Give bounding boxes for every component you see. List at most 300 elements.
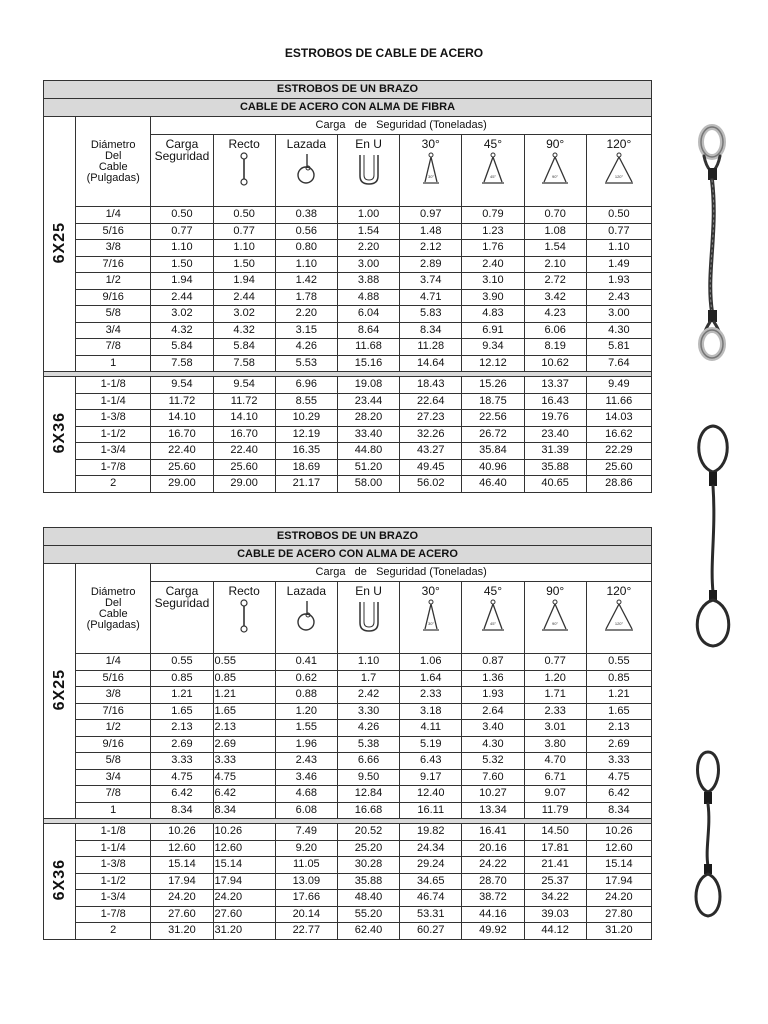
value-cell: 29.00 xyxy=(213,476,275,493)
diameter-cell: 1-1/4 xyxy=(76,840,151,857)
col-carga-line: Seguridad xyxy=(154,596,210,610)
value-cell: 15.26 xyxy=(462,377,524,394)
col-a90-label: 90° xyxy=(546,584,565,598)
table-row xyxy=(44,786,652,803)
load-title: Carga de Seguridad (Toneladas) xyxy=(151,564,652,582)
value-cell: 24.20 xyxy=(213,890,275,907)
value-cell: 9.49 xyxy=(586,377,651,394)
col-a90-label: 90° xyxy=(546,137,565,151)
value-cell: 10.62 xyxy=(524,355,586,372)
value-cell: 1.20 xyxy=(275,703,337,720)
value-cell: 2.69 xyxy=(151,736,213,753)
value-cell: 0.77 xyxy=(524,654,586,671)
value-cell: 46.40 xyxy=(462,476,524,493)
value-cell: 7.60 xyxy=(462,769,524,786)
value-cell: 0.50 xyxy=(151,207,213,224)
diameter-cell: 1-1/8 xyxy=(76,377,151,394)
table-header-1: ESTROBOS DE UN BRAZO xyxy=(44,81,652,99)
table-row xyxy=(44,753,652,770)
diameter-cell: 5/16 xyxy=(76,670,151,687)
diameter-header xyxy=(76,117,151,207)
value-cell: 19.08 xyxy=(337,377,399,394)
value-cell: 8.34 xyxy=(213,802,275,819)
diameter-cell: 1-7/8 xyxy=(76,459,151,476)
soft-eye-sling-photo xyxy=(690,422,736,650)
value-cell: 1.54 xyxy=(337,223,399,240)
diameter-cell: 7/8 xyxy=(76,786,151,803)
col-recto-label: Recto xyxy=(228,137,260,151)
table-row xyxy=(44,410,652,427)
table-header-row xyxy=(44,99,652,117)
table-row xyxy=(44,802,652,819)
table-row xyxy=(44,393,652,410)
value-cell: 22.29 xyxy=(586,443,651,460)
table-row xyxy=(44,687,652,704)
col-lazada xyxy=(275,582,337,654)
value-cell: 2.69 xyxy=(586,736,651,753)
diameter-cell: 1-1/8 xyxy=(76,824,151,841)
value-cell: 9.17 xyxy=(400,769,462,786)
value-cell: 1.55 xyxy=(275,720,337,737)
value-cell: 0.38 xyxy=(275,207,337,224)
value-cell: 24.34 xyxy=(400,840,462,857)
value-cell: 4.26 xyxy=(337,720,399,737)
thimble-eye-sling-photo xyxy=(688,122,738,362)
value-cell: 13.09 xyxy=(275,873,337,890)
col-carga-line: Carga xyxy=(165,584,199,598)
table-row xyxy=(44,256,652,273)
diameter-cell: 7/16 xyxy=(76,703,151,720)
diameter-cell: 5/8 xyxy=(76,306,151,323)
basket-sling-icon xyxy=(338,152,399,186)
value-cell: 14.10 xyxy=(213,410,275,427)
value-cell: 8.55 xyxy=(275,393,337,410)
col-a30 xyxy=(400,582,462,654)
value-cell: 49.92 xyxy=(462,923,524,940)
value-cell: 7.58 xyxy=(151,355,213,372)
value-cell: 31.20 xyxy=(151,923,213,940)
value-cell: 3.15 xyxy=(275,322,337,339)
value-cell: 3.33 xyxy=(213,753,275,770)
value-cell: 9.20 xyxy=(275,840,337,857)
value-cell: 6.06 xyxy=(524,322,586,339)
col-a30 xyxy=(400,135,462,207)
value-cell: 3.88 xyxy=(337,273,399,290)
diameter-cell: 9/16 xyxy=(76,736,151,753)
diameter-cell: 1-1/2 xyxy=(76,426,151,443)
small-eye-sling-photo xyxy=(686,748,730,920)
value-cell: 25.20 xyxy=(337,840,399,857)
svg-text:90°: 90° xyxy=(552,621,559,626)
value-cell: 2.12 xyxy=(400,240,462,257)
group-label-cell xyxy=(44,377,76,493)
value-cell: 12.19 xyxy=(275,426,337,443)
value-cell: 5.83 xyxy=(400,306,462,323)
col-en_u-label: En U xyxy=(355,584,382,598)
value-cell: 11.05 xyxy=(275,857,337,874)
value-cell: 6.42 xyxy=(151,786,213,803)
steel-core-table xyxy=(43,527,652,940)
value-cell: 6.42 xyxy=(213,786,275,803)
value-cell: 5.19 xyxy=(400,736,462,753)
value-cell: 24.22 xyxy=(462,857,524,874)
col-a30-label: 30° xyxy=(421,584,440,598)
value-cell: 15.14 xyxy=(213,857,275,874)
value-cell: 1.76 xyxy=(462,240,524,257)
col-a45 xyxy=(462,135,524,207)
value-cell: 30.28 xyxy=(337,857,399,874)
value-cell: 1.23 xyxy=(462,223,524,240)
value-cell: 1.93 xyxy=(586,273,651,290)
value-cell: 16.43 xyxy=(524,393,586,410)
value-cell: 5.84 xyxy=(151,339,213,356)
value-cell: 0.85 xyxy=(213,670,275,687)
group-label-cell xyxy=(44,117,76,372)
value-cell: 58.00 xyxy=(337,476,399,493)
col-a90 xyxy=(524,135,586,207)
value-cell: 2.40 xyxy=(462,256,524,273)
value-cell: 16.11 xyxy=(400,802,462,819)
value-cell: 43.27 xyxy=(400,443,462,460)
angle-90-sling-icon xyxy=(525,599,586,633)
col-a90 xyxy=(524,582,586,654)
value-cell: 0.85 xyxy=(586,670,651,687)
value-cell: 1.06 xyxy=(400,654,462,671)
value-cell: 5.53 xyxy=(275,355,337,372)
table-header-2: CABLE DE ACERO CON ALMA DE FIBRA xyxy=(44,99,652,117)
value-cell: 1.36 xyxy=(462,670,524,687)
value-cell: 29.24 xyxy=(400,857,462,874)
value-cell: 2.42 xyxy=(337,687,399,704)
value-cell: 1.50 xyxy=(151,256,213,273)
col-recto-label: Recto xyxy=(228,584,260,598)
diameter-cell: 1-3/4 xyxy=(76,443,151,460)
value-cell: 23.40 xyxy=(524,426,586,443)
value-cell: 2.44 xyxy=(151,289,213,306)
col-en_u xyxy=(337,582,399,654)
value-cell: 1.10 xyxy=(151,240,213,257)
value-cell: 2.20 xyxy=(337,240,399,257)
col-a120-label: 120° xyxy=(606,137,632,151)
col-carga-line: Seguridad xyxy=(154,149,210,163)
col-carga-line: Carga xyxy=(165,137,199,151)
value-cell: 1.08 xyxy=(524,223,586,240)
col-a45-label: 45° xyxy=(483,137,503,151)
value-cell: 31.20 xyxy=(586,923,651,940)
value-cell: 3.90 xyxy=(462,289,524,306)
value-cell: 1.10 xyxy=(586,240,651,257)
value-cell: 2.69 xyxy=(213,736,275,753)
value-cell: 27.23 xyxy=(400,410,462,427)
table-row xyxy=(44,207,652,224)
value-cell: 6.66 xyxy=(337,753,399,770)
value-cell: 9.54 xyxy=(151,377,213,394)
table-row xyxy=(44,840,652,857)
value-cell: 3.80 xyxy=(524,736,586,753)
value-cell: 3.00 xyxy=(337,256,399,273)
value-cell: 4.75 xyxy=(586,769,651,786)
diameter-header-line: Del xyxy=(104,149,122,162)
table-row xyxy=(44,769,652,786)
value-cell: 7.49 xyxy=(275,824,337,841)
value-cell: 5.81 xyxy=(586,339,651,356)
value-cell: 6.71 xyxy=(524,769,586,786)
group-label-cell xyxy=(44,824,76,940)
value-cell: 39.03 xyxy=(524,906,586,923)
value-cell: 10.29 xyxy=(275,410,337,427)
value-cell: 4.30 xyxy=(462,736,524,753)
value-cell: 44.80 xyxy=(337,443,399,460)
value-cell: 35.88 xyxy=(524,459,586,476)
load-title: Carga de Seguridad (Toneladas) xyxy=(151,117,652,135)
value-cell: 2.64 xyxy=(462,703,524,720)
table-row xyxy=(44,670,652,687)
value-cell: 1.94 xyxy=(151,273,213,290)
diameter-cell: 1-1/4 xyxy=(76,393,151,410)
diameter-cell: 1/4 xyxy=(76,654,151,671)
value-cell: 0.55 xyxy=(213,654,275,671)
group-label: 6X25 xyxy=(50,221,68,264)
value-cell: 2.33 xyxy=(400,687,462,704)
table-row xyxy=(44,923,652,940)
value-cell: 7.58 xyxy=(213,355,275,372)
table-header-row xyxy=(44,81,652,99)
col-lazada-label: Lazada xyxy=(286,137,327,151)
group-label: 6X25 xyxy=(50,668,68,711)
value-cell: 0.79 xyxy=(462,207,524,224)
value-cell: 31.20 xyxy=(213,923,275,940)
value-cell: 4.23 xyxy=(524,306,586,323)
value-cell: 56.02 xyxy=(400,476,462,493)
value-cell: 16.68 xyxy=(337,802,399,819)
value-cell: 25.60 xyxy=(151,459,213,476)
value-cell: 11.66 xyxy=(586,393,651,410)
value-cell: 3.33 xyxy=(586,753,651,770)
table-row xyxy=(44,289,652,306)
load-title-row xyxy=(44,564,652,582)
value-cell: 27.80 xyxy=(586,906,651,923)
value-cell: 19.82 xyxy=(400,824,462,841)
value-cell: 0.55 xyxy=(151,654,213,671)
diameter-cell: 1/2 xyxy=(76,273,151,290)
value-cell: 0.80 xyxy=(275,240,337,257)
value-cell: 0.77 xyxy=(586,223,651,240)
value-cell: 22.64 xyxy=(400,393,462,410)
value-cell: 3.02 xyxy=(151,306,213,323)
value-cell: 46.74 xyxy=(400,890,462,907)
angle-30-sling-icon xyxy=(400,152,461,186)
value-cell: 17.94 xyxy=(586,873,651,890)
value-cell: 1.54 xyxy=(524,240,586,257)
diameter-cell: 3/4 xyxy=(76,769,151,786)
value-cell: 1.50 xyxy=(213,256,275,273)
value-cell: 1.49 xyxy=(586,256,651,273)
value-cell: 0.56 xyxy=(275,223,337,240)
value-cell: 34.65 xyxy=(400,873,462,890)
value-cell: 1.10 xyxy=(213,240,275,257)
angle-90-sling-icon xyxy=(525,152,586,186)
value-cell: 13.34 xyxy=(462,802,524,819)
table-row xyxy=(44,306,652,323)
value-cell: 11.28 xyxy=(400,339,462,356)
value-cell: 15.14 xyxy=(586,857,651,874)
diameter-cell: 9/16 xyxy=(76,289,151,306)
value-cell: 15.14 xyxy=(151,857,213,874)
svg-text:120°: 120° xyxy=(614,621,624,626)
table-header-2: CABLE DE ACERO CON ALMA DE ACERO xyxy=(44,546,652,564)
value-cell: 53.31 xyxy=(400,906,462,923)
col-lazada xyxy=(275,135,337,207)
value-cell: 3.10 xyxy=(462,273,524,290)
value-cell: 2.10 xyxy=(524,256,586,273)
diameter-header-line: (Pulgadas) xyxy=(86,618,140,631)
value-cell: 3.46 xyxy=(275,769,337,786)
table-row xyxy=(44,857,652,874)
value-cell: 49.45 xyxy=(400,459,462,476)
value-cell: 12.60 xyxy=(213,840,275,857)
table-row xyxy=(44,476,652,493)
col-a120 xyxy=(586,582,651,654)
value-cell: 0.55 xyxy=(586,654,651,671)
table-row xyxy=(44,654,652,671)
value-cell: 8.19 xyxy=(524,339,586,356)
value-cell: 5.84 xyxy=(213,339,275,356)
col-a120-label: 120° xyxy=(606,584,632,598)
diameter-cell: 1-3/8 xyxy=(76,857,151,874)
value-cell: 62.40 xyxy=(337,923,399,940)
value-cell: 0.85 xyxy=(151,670,213,687)
value-cell: 2.20 xyxy=(275,306,337,323)
value-cell: 6.42 xyxy=(586,786,651,803)
value-cell: 4.26 xyxy=(275,339,337,356)
value-cell: 1.65 xyxy=(151,703,213,720)
value-cell: 1.96 xyxy=(275,736,337,753)
value-cell: 27.60 xyxy=(213,906,275,923)
table-row xyxy=(44,824,652,841)
diameter-cell: 3/4 xyxy=(76,322,151,339)
value-cell: 23.44 xyxy=(337,393,399,410)
diameter-header xyxy=(76,564,151,654)
table-row xyxy=(44,240,652,257)
value-cell: 0.77 xyxy=(151,223,213,240)
value-cell: 4.75 xyxy=(213,769,275,786)
value-cell: 3.01 xyxy=(524,720,586,737)
col-lazada-label: Lazada xyxy=(286,584,327,598)
value-cell: 10.27 xyxy=(462,786,524,803)
straight-sling-icon xyxy=(214,152,275,186)
diameter-header-line: (Pulgadas) xyxy=(86,171,140,184)
value-cell: 0.41 xyxy=(275,654,337,671)
diameter-cell: 7/16 xyxy=(76,256,151,273)
value-cell: 8.34 xyxy=(586,802,651,819)
group-label-cell xyxy=(44,564,76,819)
value-cell: 1.42 xyxy=(275,273,337,290)
table-row xyxy=(44,736,652,753)
value-cell: 20.14 xyxy=(275,906,337,923)
angle-45-sling-icon xyxy=(462,599,523,633)
value-cell: 16.41 xyxy=(462,824,524,841)
value-cell: 2.43 xyxy=(275,753,337,770)
value-cell: 1.71 xyxy=(524,687,586,704)
svg-text:30°: 30° xyxy=(427,174,434,179)
angle-120-sling-icon xyxy=(587,152,651,186)
value-cell: 3.33 xyxy=(151,753,213,770)
table-row xyxy=(44,890,652,907)
value-cell: 14.50 xyxy=(524,824,586,841)
angle-45-sling-icon xyxy=(462,152,523,186)
value-cell: 3.40 xyxy=(462,720,524,737)
diameter-cell: 3/8 xyxy=(76,687,151,704)
value-cell: 35.88 xyxy=(337,873,399,890)
diameter-header-line: Diámetro xyxy=(90,585,136,598)
value-cell: 3.02 xyxy=(213,306,275,323)
value-cell: 4.70 xyxy=(524,753,586,770)
value-cell: 1.10 xyxy=(275,256,337,273)
value-cell: 1.20 xyxy=(524,670,586,687)
value-cell: 40.65 xyxy=(524,476,586,493)
value-cell: 1.78 xyxy=(275,289,337,306)
fiber-core-table xyxy=(43,80,652,493)
value-cell: 16.35 xyxy=(275,443,337,460)
value-cell: 6.91 xyxy=(462,322,524,339)
value-cell: 2.43 xyxy=(586,289,651,306)
table-row xyxy=(44,720,652,737)
value-cell: 3.42 xyxy=(524,289,586,306)
value-cell: 1.48 xyxy=(400,223,462,240)
value-cell: 2.33 xyxy=(524,703,586,720)
value-cell: 22.40 xyxy=(213,443,275,460)
diameter-cell: 7/8 xyxy=(76,339,151,356)
document-title: ESTROBOS DE CABLE DE ACERO xyxy=(284,46,484,60)
value-cell: 25.37 xyxy=(524,873,586,890)
value-cell: 0.70 xyxy=(524,207,586,224)
value-cell: 31.39 xyxy=(524,443,586,460)
value-cell: 2.44 xyxy=(213,289,275,306)
value-cell: 20.16 xyxy=(462,840,524,857)
value-cell: 10.26 xyxy=(586,824,651,841)
value-cell: 33.40 xyxy=(337,426,399,443)
value-cell: 6.04 xyxy=(337,306,399,323)
value-cell: 2.13 xyxy=(586,720,651,737)
value-cell: 5.32 xyxy=(462,753,524,770)
value-cell: 25.60 xyxy=(586,459,651,476)
value-cell: 12.60 xyxy=(151,840,213,857)
svg-text:45°: 45° xyxy=(489,621,496,626)
diameter-cell: 1-3/8 xyxy=(76,410,151,427)
value-cell: 22.56 xyxy=(462,410,524,427)
value-cell: 44.12 xyxy=(524,923,586,940)
value-cell: 3.30 xyxy=(337,703,399,720)
value-cell: 2.13 xyxy=(213,720,275,737)
value-cell: 9.34 xyxy=(462,339,524,356)
value-cell: 15.16 xyxy=(337,355,399,372)
table-row xyxy=(44,426,652,443)
diameter-cell: 2 xyxy=(76,923,151,940)
diameter-header-line: Cable xyxy=(98,607,128,620)
value-cell: 17.94 xyxy=(151,873,213,890)
value-cell: 16.62 xyxy=(586,426,651,443)
group-label: 6X36 xyxy=(50,859,68,901)
value-cell: 1.7 xyxy=(337,670,399,687)
value-cell: 51.20 xyxy=(337,459,399,476)
value-cell: 18.43 xyxy=(400,377,462,394)
value-cell: 3.74 xyxy=(400,273,462,290)
value-cell: 0.97 xyxy=(400,207,462,224)
col-recto xyxy=(213,582,275,654)
value-cell: 28.70 xyxy=(462,873,524,890)
table-row xyxy=(44,377,652,394)
table-row xyxy=(44,355,652,372)
